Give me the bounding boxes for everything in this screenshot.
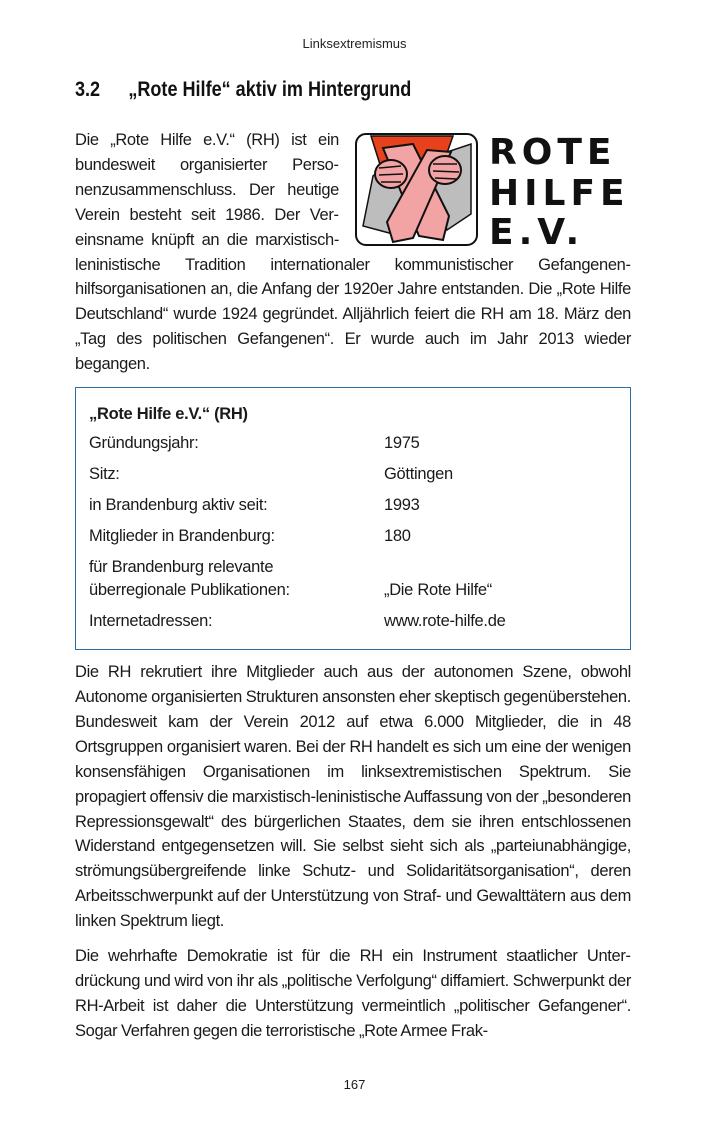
body-paragraph-2: Die RH rekrutiert ihre Mitglieder auch aus der autonomen Szene, obwohl Autonome organisierten Strukturen ansonsten eher skeptisch gegenüberstehen. Bundesweit kam der Verein 2012 auf etwa 6.000 Mitglieder, die in 48 Ortsgruppen organisiert waren. Bei der RH handelt es sich um eine der wenigen konsensfähigen Organisationen im linksextremistischen Spektrum. Sie propagiert offensiv die marxistisch-leninistische Auffassung von der „besonderen Repressionsgewalt“ des bürgerlichen Staates, dem sie ihren entschlossenen Widerstand entgegensetzen will. Sie selbst sieht sich als „parteiunabhängige, strömungsübergreifende linke Schutz- und Solidaritätsorganisation“, deren Arbeitsschwerpunkt auf der Unterstützung von Straf- und Gewalttätern aus dem linken Spektrum liegt.: [75, 663, 631, 931]
fact-row: [89, 432, 616, 455]
fact-value: 1975: [384, 434, 420, 453]
fact-value: „Die Rote Hilfe“: [384, 581, 492, 600]
fact-box-title: „Rote Hilfe e.V.“ (RH): [89, 405, 248, 424]
body-paragraph-3: Die wehrhafte Demokratie ist für die RH ein Instrument staatlicher Unterdrückung und wird von ihr als „politische Verfolgung“ diffamiert. Schwerpunkt der RH-Arbeit ist daher die Unterstützung vermeintlich „politischer Gefangener“. Sogar Verfahren gegen die terroristische „Rote Armee Frak-: [75, 947, 631, 1040]
page-number: 167: [343, 1077, 366, 1092]
logo-line-3: E.V.: [489, 212, 585, 250]
logo-line-2: HILFE: [489, 173, 630, 214]
section-title-text: „Rote Hilfe“ aktiv im Hintergrund: [128, 78, 412, 101]
fact-key: Internetadressen:: [89, 612, 213, 631]
fact-key: Mitglieder in Brandenburg:: [89, 527, 275, 546]
fact-key: in Brandenburg aktiv seit:: [89, 496, 268, 515]
fact-row: [89, 525, 616, 548]
logo-line-1: ROTE: [489, 132, 617, 173]
fact-row: [89, 463, 616, 486]
intro-paragraph: Die „Rote Hilfe e.V.“ (RH) ist ein bundesweit organisierter Personenzusammenschluss. Der heutige Verein besteht seit 1986. Der Vereinsname knüpft an die marxistisch-leninistische Tradition internationaler kommunistischer Gefangenenhilfsorganisationen an, die Anfang der 1920er Jahre entstanden. Die „Rote Hilfe Deutschland“ wurde 1924 gegründet. Alljährlich feiert die RH am 18. März den „Tag des politischen Gefangenen“. Er wurde auch im Jahr 2013 wieder begangen.: [75, 131, 631, 374]
section-heading: [75, 78, 411, 102]
logo-graphic: [353, 130, 631, 250]
section-number: 3.2: [75, 78, 101, 101]
fact-key: für Brandenburg relevante überregionale Publikationen:: [89, 558, 290, 600]
fact-row: [89, 556, 616, 602]
fact-key: Gründungsjahr:: [89, 434, 199, 453]
rote-hilfe-logo: [353, 130, 631, 250]
page-body: [75, 128, 631, 1054]
fact-value: www.rote-hilfe.de: [384, 612, 506, 631]
fact-value: 180: [384, 527, 411, 546]
fact-row: [89, 494, 616, 517]
running-header: Linksextremismus: [302, 36, 407, 51]
fact-box: [75, 387, 631, 650]
fact-key: Sitz:: [89, 465, 120, 484]
fact-value: 1993: [384, 496, 420, 515]
fact-value: Göttingen: [384, 465, 453, 484]
fact-row: [89, 610, 616, 633]
